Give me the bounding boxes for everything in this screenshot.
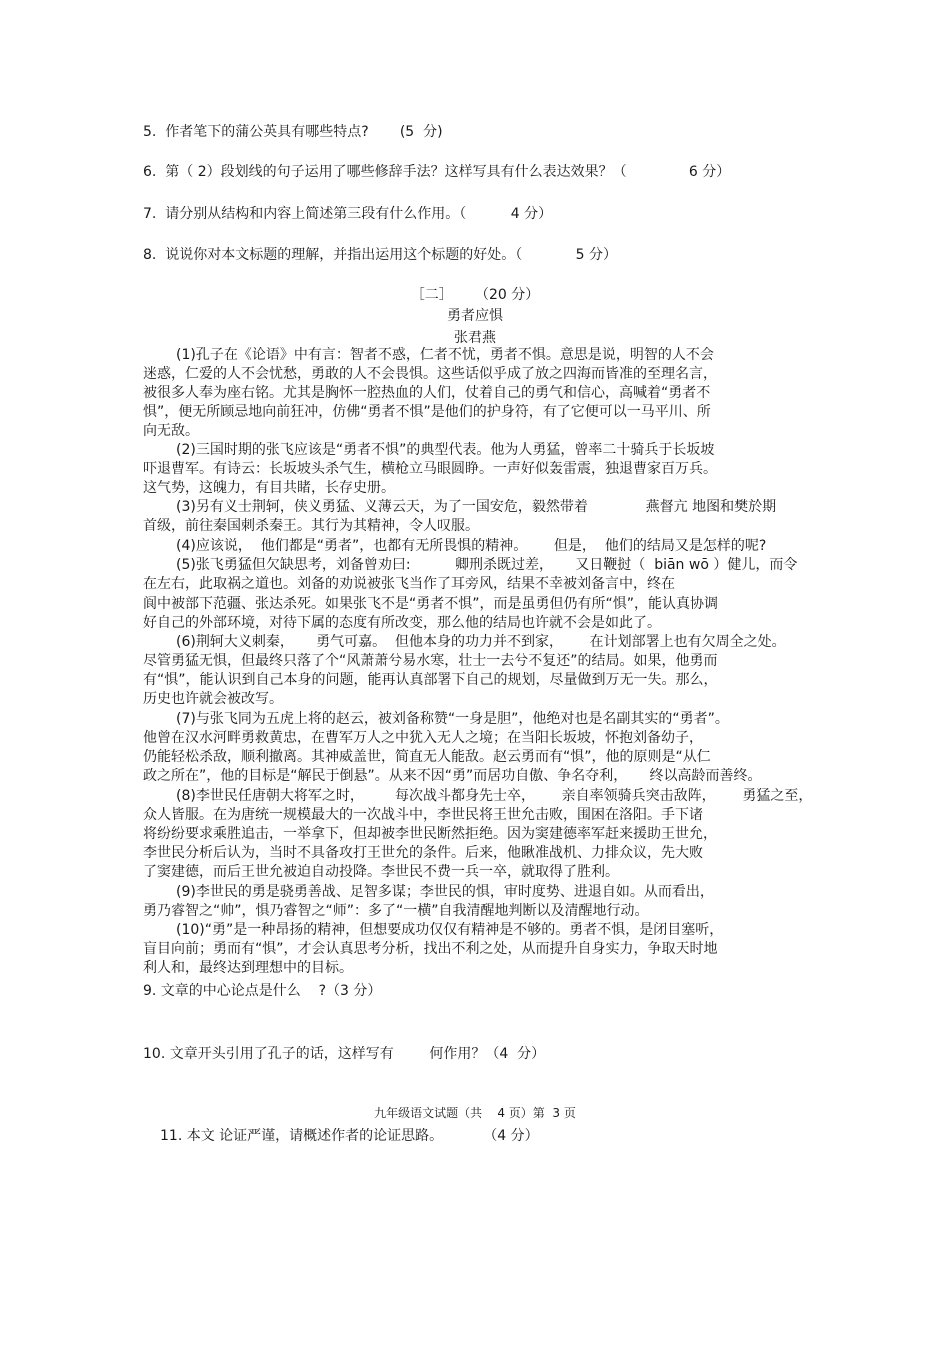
question-8: 8. 说说你对本文标题的理解，并指出运用这个标题的好处。（ 5 分） [143,247,618,263]
article-line: 将纷纷要求乘胜追击，一举拿下，但却被李世民断然拒绝。因为窦建德率军赶来援助王世允， [143,826,717,842]
article-line: (1)孔子在《论语》中有言：智者不惑，仁者不忧，勇者不惧。意思是说，明智的人不会 [176,347,714,363]
question-7: 7. 请分别从结构和内容上简述第三段有什么作用。（ 4 分） [143,206,553,222]
article-line: 李世民分析后认为，当时不具备攻打王世允的条件。后来，他瞅准战机、力排众议，先大败 [143,845,703,861]
question-6: 6. 第（ 2）段划线的句子运用了哪些修辞手法？这样写具有什么表达效果？（ 6 分） [143,164,731,180]
article-line: 首级，前往秦国刺杀秦王。其行为其精神，令人叹服。 [143,518,479,534]
article-line: (7)与张飞同为五虎上将的赵云，被刘备称赞“一身是胆”，他绝对也是名副其实的“勇者”。 [176,711,729,727]
article-line: 阆中被部下范疆、张达杀死。如果张飞不是“勇者不惧”，而是虽勇但仍有所“惧”，能认真协调 [143,596,719,612]
article-line: (8)李世民任唐朝大将军之时， 每次战斗都身先士卒， 亲自率领骑兵突击敌阵， 勇猛之至， [176,788,813,804]
article-line: 有“惧”，能认识到自己本身的问题，能再认真部署下自己的规划，尽量做到万无一失。那么， [143,672,718,688]
page-footer: 九年级语文试题（共 4 页）第 3 页 [374,1106,576,1120]
article-author: 张君燕 [454,330,496,346]
article-line: 他曾在汉水河畔勇救黄忠，在曹军万人之中犹入无人之境；在当阳长坂坡，怀抱刘备幼子， [143,730,703,746]
question-11: 11. 本文 论证严谨，请概述作者的论证思路。 （4 分） [160,1128,539,1144]
article-line: 惧”，便无所顾忌地向前狂冲，仿佛“勇者不惧”是他们的护身符，有了它便可以一马平川、所 [143,404,711,420]
article-line: 了窦建德，而后王世允被迫自动投降。李世民不费一兵一卒，就取得了胜利。 [143,864,619,880]
article-line: (2)三国时期的张飞应该是“勇者不惧”的典型代表。他为人勇猛，曾率二十骑兵于长坂坡 [176,442,715,458]
article-line: 在左右，此取祸之道也。刘备的劝说被张飞当作了耳旁风，结果不幸被刘备言中，终在 [143,576,675,592]
section-heading: ［二］ （20 分） [410,287,540,303]
article-line: 吓退曹军。有诗云：长坂坡头杀气生，横枪立马眼圆睁。一声好似轰雷震，独退曹家百万兵。 [143,461,717,477]
article-line: 历史也许就会被改写。 [143,691,283,707]
article-line: 这气势，这魄力，有目共睹，长存史册。 [143,480,395,496]
article-line: (10)“勇”是一种昂扬的精神，但想要成功仅仅有精神是不够的。勇者不惧，是闭目塞听， [176,922,724,938]
article-line: 仍能轻松杀敌，顺利撤离。其神威盖世，简直无人能敌。赵云勇而有“惧”，他的原则是“从仁 [143,749,711,765]
article-line: (9)李世民的勇是骁勇善战、足智多谋；李世民的惧，审时度势、进退自如。从而看出， [176,884,714,900]
article-line: 被很多人奉为座右铭。尤其是胸怀一腔热血的人们，仗着自己的勇气和信心，高喊着“勇者不 [143,385,711,401]
question-5: 5. 作者笔下的蒲公英具有哪些特点? (5 分) [143,124,443,140]
article-line: 好自己的外部环境，对待下属的态度有所改变，那么他的结局也许就不会是如此了。 [143,615,661,631]
article-line: (6)荆轲大义刺秦， 勇气可嘉。 但他本身的功力并不到家， 在计划部署上也有欠周全之处。 [176,634,786,650]
article-line: 众人皆服。在为唐统一规模最大的一次战斗中，李世民将王世允击败，围困在洛阳。手下诸 [143,807,703,823]
article-line: 利人和，最终达到理想中的目标。 [143,960,353,976]
article-line: 向无敌。 [143,423,199,439]
article-title: 勇者应惧 [447,308,503,324]
question-10: 10. 文章开头引用了孔子的话，这样写有 何作用？（4 分） [143,1046,546,1062]
question-9: 9. 文章的中心论点是什么 ?（3 分） [143,983,382,999]
article-line: 盲目向前；勇而有“惧”，才会认真思考分析，找出不利之处，从而提升自身实力，争取天时地 [143,941,718,957]
article-line: (3)另有义士荆轲，侠义勇猛、义薄云天，为了一国安危，毅然带着 燕督亢 地图和樊於期 [176,499,777,515]
article-line: (5)张飞勇猛但欠缺思考，刘备曾劝曰: 卿刑杀既过差， 又日鞭挝（ biān wō ）健儿，而令 [176,557,798,573]
article-line: 勇乃睿智之“帅”，惧乃睿智之“师”：多了“一横”自我清醒地判断以及清醒地行动。 [143,903,649,919]
article-line: 政之所在”，他的目标是“解民于倒悬”。从来不因“勇”而居功自傲、争名夺利， 终以高龄而善终。 [143,768,762,784]
article-line: 迷惑，仁爱的人不会忧愁，勇敢的人不会畏惧。这些话似乎成了放之四海而皆准的至理名言， [143,366,717,382]
article-line: (4)应该说， 他们都是“勇者”，也都有无所畏惧的精神。 但是， 他们的结局又是怎样的呢? [176,538,767,554]
article-line: 尽管勇猛无惧，但最终只落了个“风萧萧兮易水寒，壮士一去兮不复还”的结局。如果，他勇而 [143,653,718,669]
